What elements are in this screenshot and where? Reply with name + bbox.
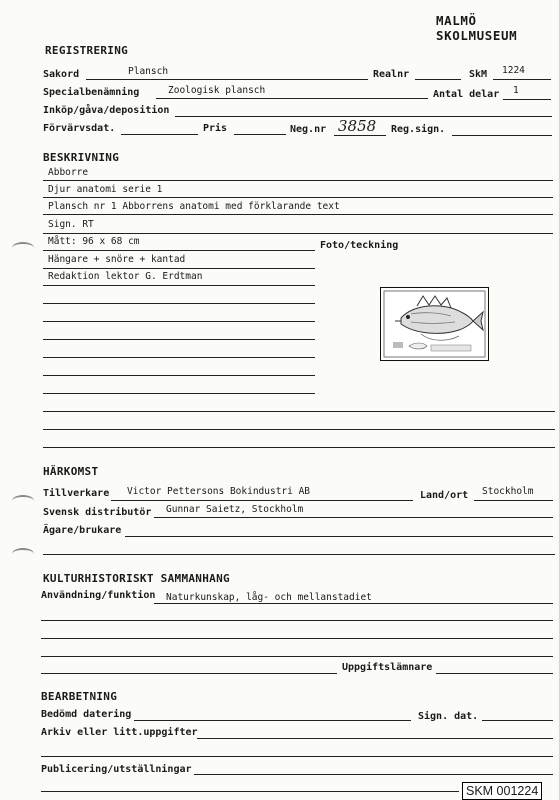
- rule: [43, 285, 315, 286]
- sakord-value: Plansch: [128, 66, 169, 77]
- rule: [43, 447, 555, 448]
- negnr-line: [334, 135, 386, 136]
- skm-value: 1224: [502, 65, 525, 76]
- sign-dat-label: Sign. dat.: [418, 711, 479, 722]
- rule: [43, 214, 553, 215]
- description-line: Plansch nr 1 Abborrens anatomi med förklarande text: [48, 201, 340, 212]
- tillverkare-value: Victor Pettersons Bokindustri AB: [127, 486, 311, 497]
- rule: [41, 638, 553, 639]
- museum-name: MALMÖ SKOLMUSEUM: [436, 13, 518, 43]
- section-beskrivning: BESKRIVNING: [43, 151, 120, 164]
- rule: [41, 656, 553, 657]
- distributor-line: [154, 517, 553, 518]
- anvandning-line: [154, 603, 553, 604]
- punch-hole: [12, 495, 34, 507]
- rule: [43, 393, 315, 394]
- sakord-label: Sakord: [43, 69, 80, 80]
- negnr-value: 3858: [338, 117, 377, 135]
- rule: [41, 791, 459, 792]
- sakord-line: [86, 79, 368, 80]
- antal-value: 1: [513, 85, 519, 96]
- publicering-line: [194, 774, 553, 775]
- description-line: Djur anatomi serie 1: [48, 184, 163, 195]
- uppgift-label: Uppgiftslämnare: [342, 662, 433, 673]
- rule: [43, 180, 553, 181]
- section-bearbetning: BEARBETNING: [41, 690, 118, 703]
- rule: [43, 339, 315, 340]
- section-registrering: REGISTRERING: [45, 44, 129, 57]
- section-harkomst: HÄRKOMST: [43, 465, 99, 478]
- antal-label: Antal delar: [433, 89, 500, 100]
- special-line: [156, 98, 428, 99]
- anvandning-label: Användning/funktion: [41, 590, 156, 601]
- rule: [41, 756, 553, 757]
- catalog-number-stamp: SKM 001224: [462, 782, 542, 800]
- negnr-label: Neg.nr: [290, 124, 327, 135]
- sign-dat-line: [482, 720, 553, 721]
- description-line: Mått: 96 x 68 cm: [48, 236, 140, 247]
- forvarv-label: Förvärvsdat.: [43, 123, 116, 134]
- rule: [43, 321, 315, 322]
- rule: [43, 233, 553, 234]
- realnr-label: Realnr: [373, 69, 410, 80]
- description-line: Redaktion lektor G. Erdtman: [48, 271, 203, 282]
- special-label: Specialbenämning: [43, 87, 140, 98]
- rule: [43, 197, 553, 198]
- description-line: Sign. RT: [48, 219, 94, 230]
- special-value: Zoologisk plansch: [168, 85, 266, 96]
- rule: [43, 357, 315, 358]
- rule: [43, 554, 555, 555]
- arkiv-line: [197, 738, 553, 739]
- pris-line: [234, 134, 286, 135]
- datering-line: [134, 720, 411, 721]
- rule: [43, 268, 315, 269]
- distributor-value: Gunnar Saietz, Stockholm: [166, 504, 304, 515]
- punch-hole: [12, 548, 34, 560]
- skm-label: SkM: [469, 69, 488, 80]
- distributor-label: Svensk distributör: [43, 507, 152, 518]
- pris-label: Pris: [203, 123, 228, 134]
- anvandning-value: Naturkunskap, låg- och mellanstadiet: [166, 592, 372, 603]
- inkop-label: Inköp/gåva/deposition: [43, 105, 170, 116]
- regsign-line: [452, 135, 552, 136]
- realnr-line: [415, 79, 461, 80]
- rule: [41, 620, 553, 621]
- datering-label: Bedömd datering: [41, 709, 132, 720]
- arkiv-label: Arkiv eller litt.uppgifter: [41, 727, 198, 738]
- agare-line: [125, 536, 553, 537]
- object-photo: [380, 287, 489, 361]
- rule: [43, 250, 315, 251]
- punch-hole: [12, 242, 34, 254]
- skm-line: [493, 79, 551, 80]
- forvarv-line: [121, 134, 198, 135]
- landort-line: [474, 500, 553, 501]
- foto-label: Foto/teckning: [320, 240, 399, 251]
- regsign-label: Reg.sign.: [391, 124, 446, 135]
- description-line: Hängare + snöre + kantad: [48, 254, 186, 265]
- rule: [41, 673, 337, 674]
- uppgift-line: [436, 673, 553, 674]
- landort-value: Stockholm: [482, 486, 534, 497]
- rule: [43, 375, 315, 376]
- fish-chart-thumbnail: [381, 288, 488, 360]
- tillverkare-label: Tillverkare: [43, 488, 110, 499]
- rule: [43, 429, 555, 430]
- publicering-label: Publicering/utställningar: [41, 764, 192, 775]
- landort-label: Land/ort: [420, 490, 469, 501]
- section-kultur: KULTURHISTORISKT SAMMANHANG: [43, 572, 230, 585]
- tillverkare-line: [111, 500, 413, 501]
- antal-line: [503, 99, 551, 100]
- agare-label: Ägare/brukare: [43, 525, 122, 536]
- rule: [43, 303, 315, 304]
- description-line: Abborre: [48, 167, 89, 178]
- rule: [43, 411, 555, 412]
